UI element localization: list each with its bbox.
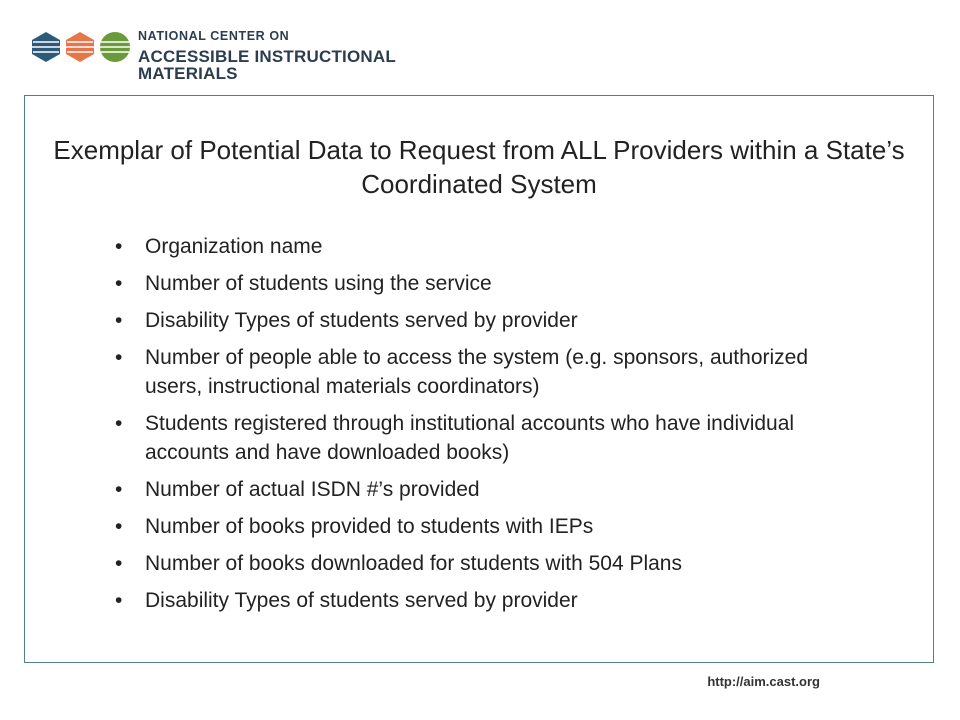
logo-hexagons-icon: [30, 31, 132, 63]
bullet-icon: •: [115, 346, 123, 369]
list-item: [113, 475, 853, 504]
footer-url-link[interactable]: http://aim.cast.org: [707, 674, 820, 689]
logo-line2: ACCESSIBLE INSTRUCTIONAL MATERIALS: [138, 46, 396, 83]
slide-title: Exemplar of Potential Data to Request from ALL Providers within a State’s Coordinated System: [53, 135, 905, 199]
list-item: [113, 409, 853, 467]
orange-hexagon-icon: [66, 32, 94, 62]
logo-line1: NATIONAL CENTER ON: [138, 29, 290, 43]
list-item-text: Disability Types of students served by provider: [145, 589, 578, 612]
list-item: [113, 306, 853, 335]
list-item-text: Students registered through institutional accounts who have individual accounts and have downloaded books): [145, 412, 795, 464]
list-item-text: Disability Types of students served by provider: [145, 309, 578, 332]
logo-text: [138, 30, 490, 82]
list-item-text: Organization name: [145, 235, 323, 258]
list-item-text: Number of books provided to students with IEPs: [145, 515, 594, 538]
bullet-icon: •: [115, 272, 123, 295]
national-center-logo: [30, 28, 490, 83]
list-item-text: Number of people able to access the system (e.g. sponsors, authorized users, instructional materials coordinators): [145, 346, 809, 398]
blue-hexagon-icon: [32, 32, 60, 62]
bullet-icon: •: [115, 478, 123, 501]
list-item-text: Number of books downloaded for students with 504 Plans: [145, 552, 682, 575]
list-item-text: Number of actual ISDN #’s provided: [145, 478, 480, 501]
list-item: [113, 549, 853, 578]
bullet-icon: •: [115, 552, 123, 575]
list-item: [113, 232, 853, 261]
list-item: [113, 586, 853, 615]
bullet-icon: •: [115, 589, 123, 612]
bullet-icon: •: [115, 412, 123, 435]
bullet-list: [113, 232, 853, 623]
list-item: [113, 512, 853, 541]
list-item-text: Number of students using the service: [145, 272, 492, 295]
content-frame: [24, 95, 934, 663]
bullet-icon: •: [115, 515, 123, 538]
list-item: [113, 269, 853, 298]
bullet-icon: •: [115, 309, 123, 332]
green-circle-icon: [100, 32, 130, 62]
list-item: [113, 343, 853, 401]
bullet-icon: •: [115, 235, 123, 258]
